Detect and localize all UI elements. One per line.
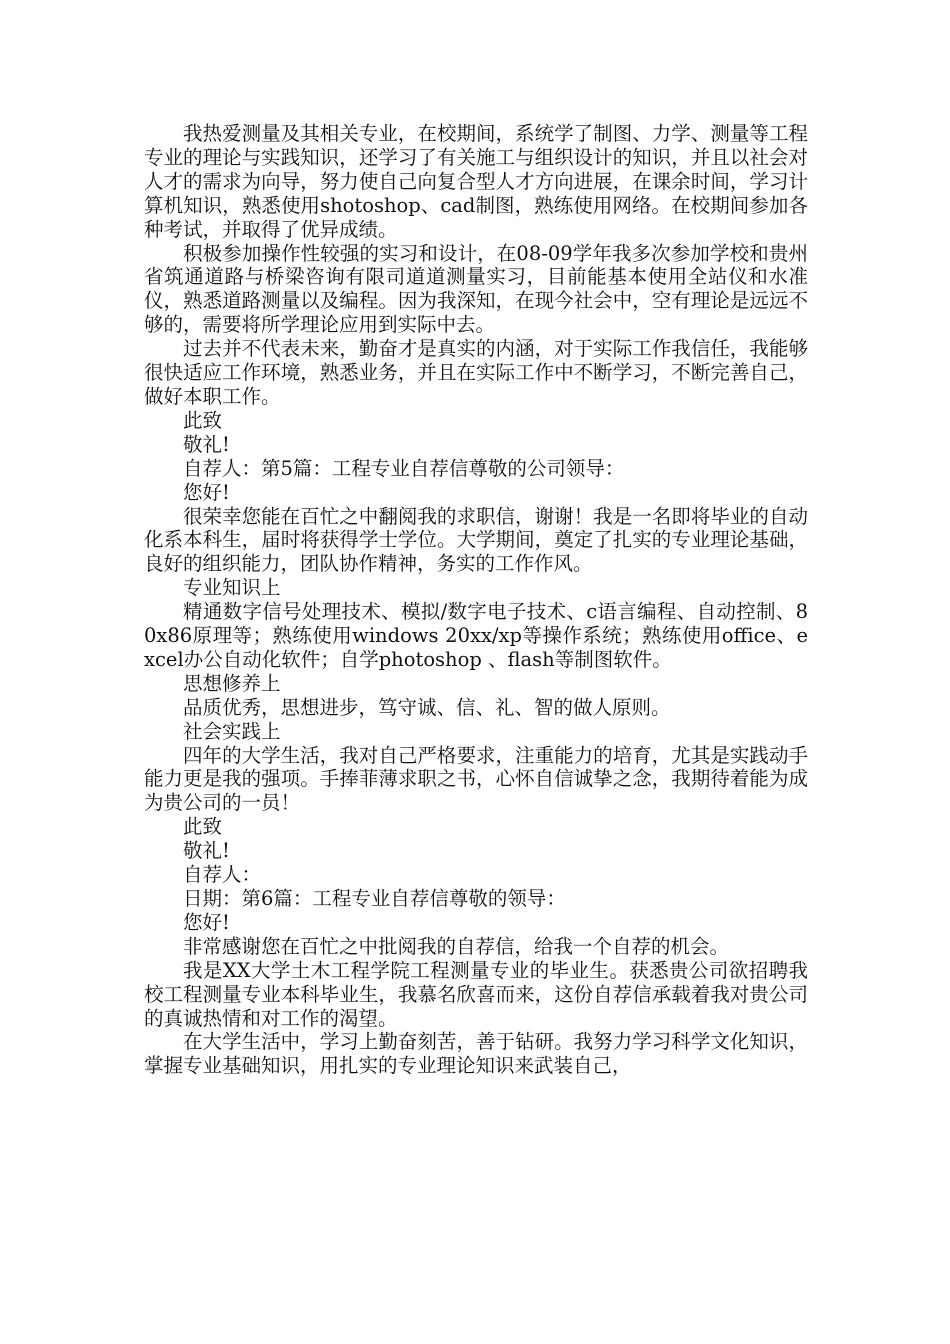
paragraph-morality: 品质优秀，思想进步，笃守诚、信、礼、智的做人原则。 [183, 695, 671, 719]
paragraph-1: 我热爱测量及其相关专业，在校期间，系统学了制图、力学、测量等工程专业的理论与实践知识，还学习了有关施工与组织设计的知识，并且以社会对人才的需求为向导，努力使自己向复合型人才方向进展，在课余时间，学习计算机知识，熟悉使用shotoshop、cad制图，熟练使用网络。在校期间参加各种考试，并取得了优异成绩。 [144, 122, 808, 241]
section-6-heading: 日期：第6篇：工程专业自荐信尊敬的领导： [183, 887, 566, 910]
closing-salutation: 此致 [183, 408, 223, 432]
paragraph-thanks: 非常感谢您在百忙之中批阅我的自荐信，给我一个自荐的机会。 [183, 934, 730, 958]
paragraph-practice: 四年的大学生活，我对自己严格要求，注重能力的培育，尤其是实践动手能力更是我的强项。手捧菲薄求职之书，心怀自信诚挚之念，我期待着能为成为贵公司的一员！ [144, 743, 808, 815]
paragraph-intro-5: 很荣幸您能在百忙之中翻阅我的求职信，谢谢！我是一名即将毕业的自动化系本科生，届时将获得学士学位。大学期间，奠定了扎实的专业理论基础，良好的组织能力，团队协作精神，务实的工作作风。 [144, 504, 808, 576]
paragraph-intro-6: 我是XX大学土木工程学院工程测量专业的毕业生。获悉贵公司欲招聘我校工程测量专业本科毕业生，我慕名欣喜而来，这份自荐信承载着我对贵公司的真诚热情和对工作的渴望。 [144, 958, 808, 1030]
paragraph-2: 积极参加操作性较强的实习和设计，在08-09学年我多次参加学校和贵州省筑通道路与桥梁咨询有限司道道测量实习，目前能基本使用全站仪和水准仪，熟悉道路测量以及编程。因为我深知，在现今社会中，空有理论是远远不够的，需要将所学理论应用到实际中去。 [144, 241, 808, 337]
greeting: 您好! [183, 480, 230, 504]
section-5-heading: 自荐人：第5篇：工程专业自荐信尊敬的公司领导： [183, 456, 625, 480]
closing-regards-2: 敬礼! [183, 839, 230, 863]
closing-salutation-2: 此致 [183, 815, 223, 839]
closing-regards: 敬礼! [183, 432, 230, 456]
subheading-morality: 思想修养上 [183, 671, 281, 695]
subheading-knowledge: 专业知识上 [183, 576, 281, 600]
subheading-practice: 社会实践上 [183, 719, 281, 743]
signature-label: 自荐人： [183, 863, 262, 887]
paragraph-study: 在大学生活中，学习上勤奋刻苦，善于钻研。我努力学习科学文化知识，掌握专业基础知识，用扎实的专业理论知识来武装自己， [144, 1030, 808, 1078]
paragraph-3: 过去并不代表未来，勤奋才是真实的内涵，对于实际工作我信任，我能够很快适应工作环境，熟悉业务，并且在实际工作中不断学习，不断完善自己，做好本职工作。 [144, 337, 808, 408]
greeting-2: 您好! [183, 910, 230, 934]
document-body [144, 122, 808, 1078]
paragraph-knowledge: 精通数字信号处理技术、模拟/数字电子技术、c语言编程、自动控制、80x86原理等；熟练使用windows 20xx/xp等操作系统；熟练使用office、excel办公自动化软件；自学photoshop 、flash等制图软件。 [144, 600, 808, 671]
